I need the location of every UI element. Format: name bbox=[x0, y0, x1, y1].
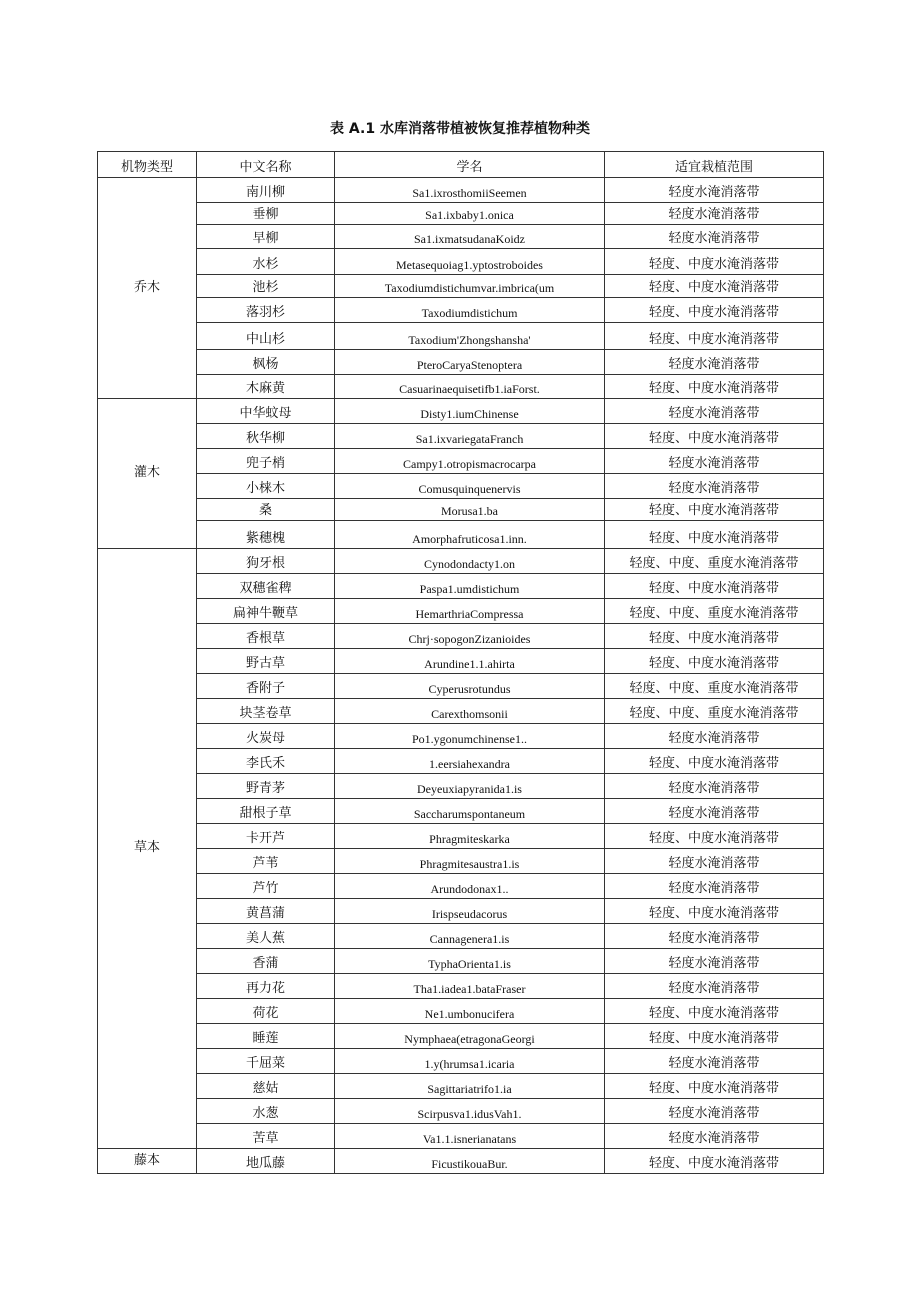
scientific-name-cell: Sa1.ixmatsudanaKoidz bbox=[335, 225, 605, 249]
table-title: 表 A.1 水库消落带植被恢复推荐植物种类 bbox=[330, 121, 590, 137]
table-row bbox=[98, 203, 824, 225]
header-row bbox=[98, 152, 824, 178]
planting-range-cell: 轻度水淹消落带 bbox=[605, 203, 824, 225]
chinese-name-cell: 木麻黄 bbox=[197, 375, 335, 399]
scientific-name-cell: Carexthomsonii bbox=[335, 699, 605, 724]
chinese-name-cell: 卡开芦 bbox=[197, 824, 335, 849]
scientific-name-cell: Scirpusva1.idusVah1. bbox=[335, 1099, 605, 1124]
table-row bbox=[98, 924, 824, 949]
table-row bbox=[98, 275, 824, 298]
chinese-name-cell: 桑 bbox=[197, 499, 335, 521]
chinese-name-cell: 紫穗槐 bbox=[197, 521, 335, 549]
scientific-name-cell: TyphaOrienta1.is bbox=[335, 949, 605, 974]
scientific-name-cell: Comusquinquenervis bbox=[335, 474, 605, 499]
table-row bbox=[98, 1024, 824, 1049]
scientific-name-cell: Ne1.umbonucifera bbox=[335, 999, 605, 1024]
scientific-name-cell: Sa1.ixrosthomiiSeemen bbox=[335, 178, 605, 203]
scientific-name-cell: Arundine1.1.ahirta bbox=[335, 649, 605, 674]
table-row bbox=[98, 424, 824, 449]
planting-range-cell: 轻度、中度水淹消落带 bbox=[605, 275, 824, 298]
table-row bbox=[98, 521, 824, 549]
chinese-name-cell: 香蒲 bbox=[197, 949, 335, 974]
chinese-name-cell: 中山杉 bbox=[197, 323, 335, 350]
chinese-name-cell: 美人蕉 bbox=[197, 924, 335, 949]
planting-range-cell: 轻度水淹消落带 bbox=[605, 849, 824, 874]
table-row bbox=[98, 474, 824, 499]
scientific-name-cell: Taxodium'Zhongshansha' bbox=[335, 323, 605, 350]
planting-range-cell: 轻度水淹消落带 bbox=[605, 1099, 824, 1124]
chinese-name-cell: 苦草 bbox=[197, 1124, 335, 1149]
chinese-name-cell: 地瓜藤 bbox=[197, 1149, 335, 1174]
table-row bbox=[98, 1124, 824, 1149]
plant-type-cell: 草本 bbox=[98, 549, 197, 1149]
scientific-name-cell: Cyperusrotundus bbox=[335, 674, 605, 699]
planting-range-cell: 轻度水淹消落带 bbox=[605, 949, 824, 974]
table-row bbox=[98, 774, 824, 799]
table-row bbox=[98, 949, 824, 974]
scientific-name-cell: HemarthriaCompressa bbox=[335, 599, 605, 624]
planting-range-cell: 轻度、中度水淹消落带 bbox=[605, 624, 824, 649]
planting-range-cell: 轻度、中度水淹消落带 bbox=[605, 499, 824, 521]
planting-range-cell: 轻度水淹消落带 bbox=[605, 474, 824, 499]
planting-range-cell: 轻度、中度水淹消落带 bbox=[605, 521, 824, 549]
chinese-name-cell: 兜子梢 bbox=[197, 449, 335, 474]
scientific-name-cell: Morusa1.ba bbox=[335, 499, 605, 521]
planting-range-cell: 轻度、中度、重度水淹消落带 bbox=[605, 674, 824, 699]
table-row bbox=[98, 724, 824, 749]
chinese-name-cell: 荷花 bbox=[197, 999, 335, 1024]
planting-range-cell: 轻度、中度、重度水淹消落带 bbox=[605, 599, 824, 624]
table-body bbox=[98, 178, 824, 1174]
chinese-name-cell: 香附子 bbox=[197, 674, 335, 699]
planting-range-cell: 轻度、中度水淹消落带 bbox=[605, 249, 824, 275]
table-row bbox=[98, 350, 824, 375]
table-row bbox=[98, 799, 824, 824]
table-row bbox=[98, 649, 824, 674]
table-row bbox=[98, 1074, 824, 1099]
planting-range-cell: 轻度、中度水淹消落带 bbox=[605, 899, 824, 924]
planting-range-cell: 轻度水淹消落带 bbox=[605, 724, 824, 749]
planting-range-cell: 轻度水淹消落带 bbox=[605, 799, 824, 824]
chinese-name-cell: 秋华柳 bbox=[197, 424, 335, 449]
chinese-name-cell: 早柳 bbox=[197, 225, 335, 249]
header-planting-range: 适宜栽植范围 bbox=[605, 152, 824, 178]
table-row bbox=[98, 225, 824, 249]
chinese-name-cell: 落羽杉 bbox=[197, 298, 335, 323]
chinese-name-cell: 池杉 bbox=[197, 275, 335, 298]
planting-range-cell: 轻度、中度水淹消落带 bbox=[605, 824, 824, 849]
chinese-name-cell: 火炭母 bbox=[197, 724, 335, 749]
planting-range-cell: 轻度水淹消落带 bbox=[605, 1124, 824, 1149]
planting-range-cell: 轻度水淹消落带 bbox=[605, 399, 824, 424]
planting-range-cell: 轻度水淹消落带 bbox=[605, 1049, 824, 1074]
chinese-name-cell: 再力花 bbox=[197, 974, 335, 999]
scientific-name-cell: 1.eersiahexandra bbox=[335, 749, 605, 774]
chinese-name-cell: 狗牙根 bbox=[197, 549, 335, 574]
table-row bbox=[98, 624, 824, 649]
plant-species-table bbox=[97, 151, 824, 1174]
chinese-name-cell: 中华蚊母 bbox=[197, 399, 335, 424]
table-row bbox=[98, 249, 824, 275]
planting-range-cell: 轻度水淹消落带 bbox=[605, 874, 824, 899]
planting-range-cell: 轻度、中度水淹消落带 bbox=[605, 1024, 824, 1049]
table-row bbox=[98, 1099, 824, 1124]
chinese-name-cell: 李氏禾 bbox=[197, 749, 335, 774]
planting-range-cell: 轻度、中度水淹消落带 bbox=[605, 999, 824, 1024]
table-row bbox=[98, 849, 824, 874]
planting-range-cell: 轻度、中度水淹消落带 bbox=[605, 375, 824, 399]
plant-type-cell: 灌木 bbox=[98, 399, 197, 549]
header-chinese-name: 中文名称 bbox=[197, 152, 335, 178]
scientific-name-cell: Va1.1.isnerianatans bbox=[335, 1124, 605, 1149]
planting-range-cell: 轻度、中度水淹消落带 bbox=[605, 424, 824, 449]
chinese-name-cell: 枫杨 bbox=[197, 350, 335, 375]
scientific-name-cell: Sa1.ixbaby1.onica bbox=[335, 203, 605, 225]
chinese-name-cell: 垂柳 bbox=[197, 203, 335, 225]
chinese-name-cell: 香根草 bbox=[197, 624, 335, 649]
chinese-name-cell: 睡莲 bbox=[197, 1024, 335, 1049]
planting-range-cell: 轻度、中度水淹消落带 bbox=[605, 649, 824, 674]
planting-range-cell: 轻度水淹消落带 bbox=[605, 449, 824, 474]
chinese-name-cell: 野青茅 bbox=[197, 774, 335, 799]
planting-range-cell: 轻度、中度水淹消落带 bbox=[605, 298, 824, 323]
table-row bbox=[98, 974, 824, 999]
scientific-name-cell: Casuarinaequisetifb1.iaForst. bbox=[335, 375, 605, 399]
table-row bbox=[98, 1149, 824, 1174]
table-row bbox=[98, 674, 824, 699]
planting-range-cell: 轻度、中度水淹消落带 bbox=[605, 749, 824, 774]
chinese-name-cell: 芦竹 bbox=[197, 874, 335, 899]
table-row bbox=[98, 599, 824, 624]
chinese-name-cell: 慈姑 bbox=[197, 1074, 335, 1099]
table-row bbox=[98, 749, 824, 774]
planting-range-cell: 轻度、中度水淹消落带 bbox=[605, 1074, 824, 1099]
table-row bbox=[98, 824, 824, 849]
planting-range-cell: 轻度、中度水淹消落带 bbox=[605, 1149, 824, 1174]
chinese-name-cell: 水杉 bbox=[197, 249, 335, 275]
scientific-name-cell: Taxodiumdistichumvar.imbrica(um bbox=[335, 275, 605, 298]
scientific-name-cell: Cynodondacty1.on bbox=[335, 549, 605, 574]
table-row bbox=[98, 699, 824, 724]
chinese-name-cell: 野古草 bbox=[197, 649, 335, 674]
scientific-name-cell: Arundodonax1.. bbox=[335, 874, 605, 899]
scientific-name-cell: Sa1.ixvariegataFranch bbox=[335, 424, 605, 449]
planting-range-cell: 轻度、中度水淹消落带 bbox=[605, 574, 824, 599]
header-type: 机物类型 bbox=[98, 152, 197, 178]
scientific-name-cell: Saccharumspontaneum bbox=[335, 799, 605, 824]
table-row bbox=[98, 323, 824, 350]
table-row bbox=[98, 178, 824, 203]
chinese-name-cell: 南川柳 bbox=[197, 178, 335, 203]
chinese-name-cell: 芦苇 bbox=[197, 849, 335, 874]
table-row bbox=[98, 999, 824, 1024]
scientific-name-cell: Campy1.otropismacrocarpa bbox=[335, 449, 605, 474]
scientific-name-cell: Paspa1.umdistichum bbox=[335, 574, 605, 599]
table-row bbox=[98, 874, 824, 899]
chinese-name-cell: 块茎卷草 bbox=[197, 699, 335, 724]
planting-range-cell: 轻度水淹消落带 bbox=[605, 178, 824, 203]
table-row bbox=[98, 298, 824, 323]
planting-range-cell: 轻度水淹消落带 bbox=[605, 225, 824, 249]
planting-range-cell: 轻度、中度、重度水淹消落带 bbox=[605, 699, 824, 724]
plant-type-cell: 乔木 bbox=[98, 178, 197, 399]
scientific-name-cell: Phragmiteskarka bbox=[335, 824, 605, 849]
scientific-name-cell: 1.y(hrumsa1.icaria bbox=[335, 1049, 605, 1074]
scientific-name-cell: Phragmitesaustra1.is bbox=[335, 849, 605, 874]
scientific-name-cell: Tha1.iadea1.bataFraser bbox=[335, 974, 605, 999]
scientific-name-cell: Disty1.iumChinense bbox=[335, 399, 605, 424]
scientific-name-cell: Nymphaea(etragonaGeorgi bbox=[335, 1024, 605, 1049]
header-scientific-name: 学名 bbox=[335, 152, 605, 178]
scientific-name-cell: Sagittariatrifo1.ia bbox=[335, 1074, 605, 1099]
chinese-name-cell: 甜根子草 bbox=[197, 799, 335, 824]
table-row bbox=[98, 1049, 824, 1074]
scientific-name-cell: Taxodiumdistichum bbox=[335, 298, 605, 323]
chinese-name-cell: 黄菖蒲 bbox=[197, 899, 335, 924]
scientific-name-cell: Deyeuxiapyranida1.is bbox=[335, 774, 605, 799]
chinese-name-cell: 小梾木 bbox=[197, 474, 335, 499]
scientific-name-cell: Amorphafruticosa1.inn. bbox=[335, 521, 605, 549]
table-row bbox=[98, 499, 824, 521]
table-row bbox=[98, 899, 824, 924]
chinese-name-cell: 双穗雀稗 bbox=[197, 574, 335, 599]
chinese-name-cell: 扁神牛鞭草 bbox=[197, 599, 335, 624]
table-row bbox=[98, 549, 824, 574]
scientific-name-cell: Chrj·sopogonZizanioides bbox=[335, 624, 605, 649]
table-row bbox=[98, 399, 824, 424]
chinese-name-cell: 水葱 bbox=[197, 1099, 335, 1124]
planting-range-cell: 轻度水淹消落带 bbox=[605, 974, 824, 999]
table-row bbox=[98, 574, 824, 599]
planting-range-cell: 轻度、中度、重度水淹消落带 bbox=[605, 549, 824, 574]
planting-range-cell: 轻度水淹消落带 bbox=[605, 774, 824, 799]
table-row bbox=[98, 449, 824, 474]
planting-range-cell: 轻度、中度水淹消落带 bbox=[605, 323, 824, 350]
planting-range-cell: 轻度水淹消落带 bbox=[605, 924, 824, 949]
planting-range-cell: 轻度水淹消落带 bbox=[605, 350, 824, 375]
scientific-name-cell: Po1.ygonumchinense1.. bbox=[335, 724, 605, 749]
plant-type-cell: 藤本 bbox=[98, 1149, 197, 1174]
chinese-name-cell: 千屈菜 bbox=[197, 1049, 335, 1074]
table-row bbox=[98, 375, 824, 399]
scientific-name-cell: Metasequoiag1.yptostroboides bbox=[335, 249, 605, 275]
scientific-name-cell: Irispseudacorus bbox=[335, 899, 605, 924]
scientific-name-cell: PteroCaryaStenoptera bbox=[335, 350, 605, 375]
scientific-name-cell: Cannagenera1.is bbox=[335, 924, 605, 949]
scientific-name-cell: FicustikouaBur. bbox=[335, 1149, 605, 1174]
